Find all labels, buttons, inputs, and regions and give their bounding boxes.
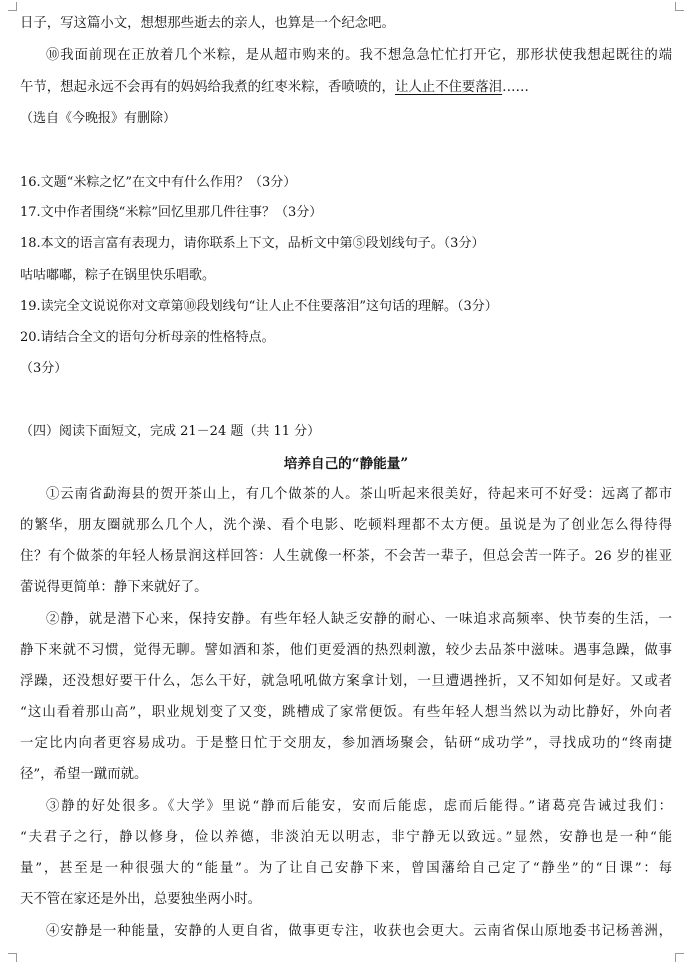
page-corner-mark — [675, 953, 684, 962]
article-line: ②静，就是潜下心来，保持安静。有些年轻人缺乏安静的耐心、一味追求高频率、快节奏的生活，一 — [46, 612, 672, 627]
article-line: ①云南省勐海县的贺开茶山上，有几个做茶的人。茶山听起来很美好，待起来可不好受：远离了都市 — [46, 487, 672, 502]
article-line: 住？有个做茶的年轻人杨景润这样回答：人生就像一杯茶，不会苦一辈子，但总会苦一阵子。26 岁的崔亚 — [20, 549, 672, 564]
article-line: 浮躁，还没想好要干什么，怎么干好，就急吼吼做方案拿计划，一旦遭遇挫折，又不知如何是好。又或者 — [20, 674, 672, 689]
article-line: 径”，希望一蹴而就。 — [20, 767, 148, 782]
article-line: 蕾说得更简单：静下来就好了。 — [20, 580, 208, 595]
article-title: 培养自己的“静能量” — [283, 456, 409, 472]
passage-line — [20, 78, 672, 98]
section-heading: （四）阅读下面短文，完成 21－24 题（共 11 分） — [20, 424, 321, 439]
article-line: 静下来就不习惯，觉得无聊。譬如酒和茶，他们更爱酒的热烈刺激，较少去品茶中滋味。遇事急躁，做事 — [20, 643, 672, 658]
question-18-quote: 咕咕嘟嘟，粽子在锅里快乐唱歌。 — [20, 268, 216, 283]
question-18: 18.本文的语言富有表现力，请你联系上下文，品析文中第⑤段划线句子。（3分） — [20, 236, 485, 251]
passage-line: 日子，写这篇小文，想想那些逝去的亲人，也算是一个纪念吧。 — [20, 16, 395, 31]
source-note: （选自《今晚报》有删除） — [20, 111, 177, 126]
page-corner-mark — [8, 953, 17, 962]
question-16: 16.文题“米粽之忆”在文中有什么作用？（3分） — [20, 175, 297, 190]
page-corner-mark — [8, 2, 17, 11]
question-19: 19.读完全文说说你对文章第⑩段划线句“让人止不住要落泪”这句话的理解。（3分） — [20, 299, 498, 314]
page-corner-mark — [675, 2, 684, 11]
passage-text: 午节，想起永远不会再有的妈妈给我煮的红枣米粽，香喷喷的， — [20, 80, 395, 95]
article-line: 的繁华，朋友圈就那么几个人，洗个澡、看个电影、吃顿料理都不太方便。虽说是为了创业怎么得待得 — [20, 518, 672, 533]
underlined-sentence: 让人止不住要落泪 — [394, 80, 503, 95]
article-line: ③静的好处很多。《大学》里说“静而后能安，安而后能虑，虑而后能得。”诸葛亮告诫过我们： — [46, 799, 672, 814]
article-line: ④安静是一种能量，安静的人更自省，做事更专注，收获也会更大。云南省保山原地委书记杨善洲， — [46, 924, 672, 939]
question-17: 17.文中作者围绕“米粽”回忆里那几件往事？（3分） — [20, 205, 323, 220]
passage-paragraph-10: ⑩我面前现在正放着几个米粽，是从超市购来的。我不想急急忙忙打开它，那形状使我想起既往的端 — [46, 48, 672, 63]
article-line: “这山看着那山高”，职业规划变了又变，跳槽成了家常便饭。有些年轻人想当然以为动比静好，外向者 — [20, 705, 672, 720]
article-line: 天不管在家还是外出，总要独坐两小时。 — [20, 892, 262, 907]
question-20: 20.请结合全文的语句分析母亲的性格特点。 — [20, 330, 275, 345]
question-20-score: （3分） — [20, 361, 68, 376]
article-line: “夫君子之行，静以修身，俭以养德，非淡泊无以明志，非宁静无以致远。”显然，安静也是一种“能 — [20, 830, 672, 845]
article-line: 量”，甚至是一种很强大的“能量”。为了让自己安静下来，曾国藩给自己定了“静坐”的“日课”：每 — [20, 861, 672, 876]
ellipsis: …… — [502, 80, 529, 95]
article-line: 一定比内向者更容易成功。于是整日忙于交朋友，参加酒场聚会，钻研“成功学”，寻找成功的“终南捷 — [20, 736, 672, 751]
